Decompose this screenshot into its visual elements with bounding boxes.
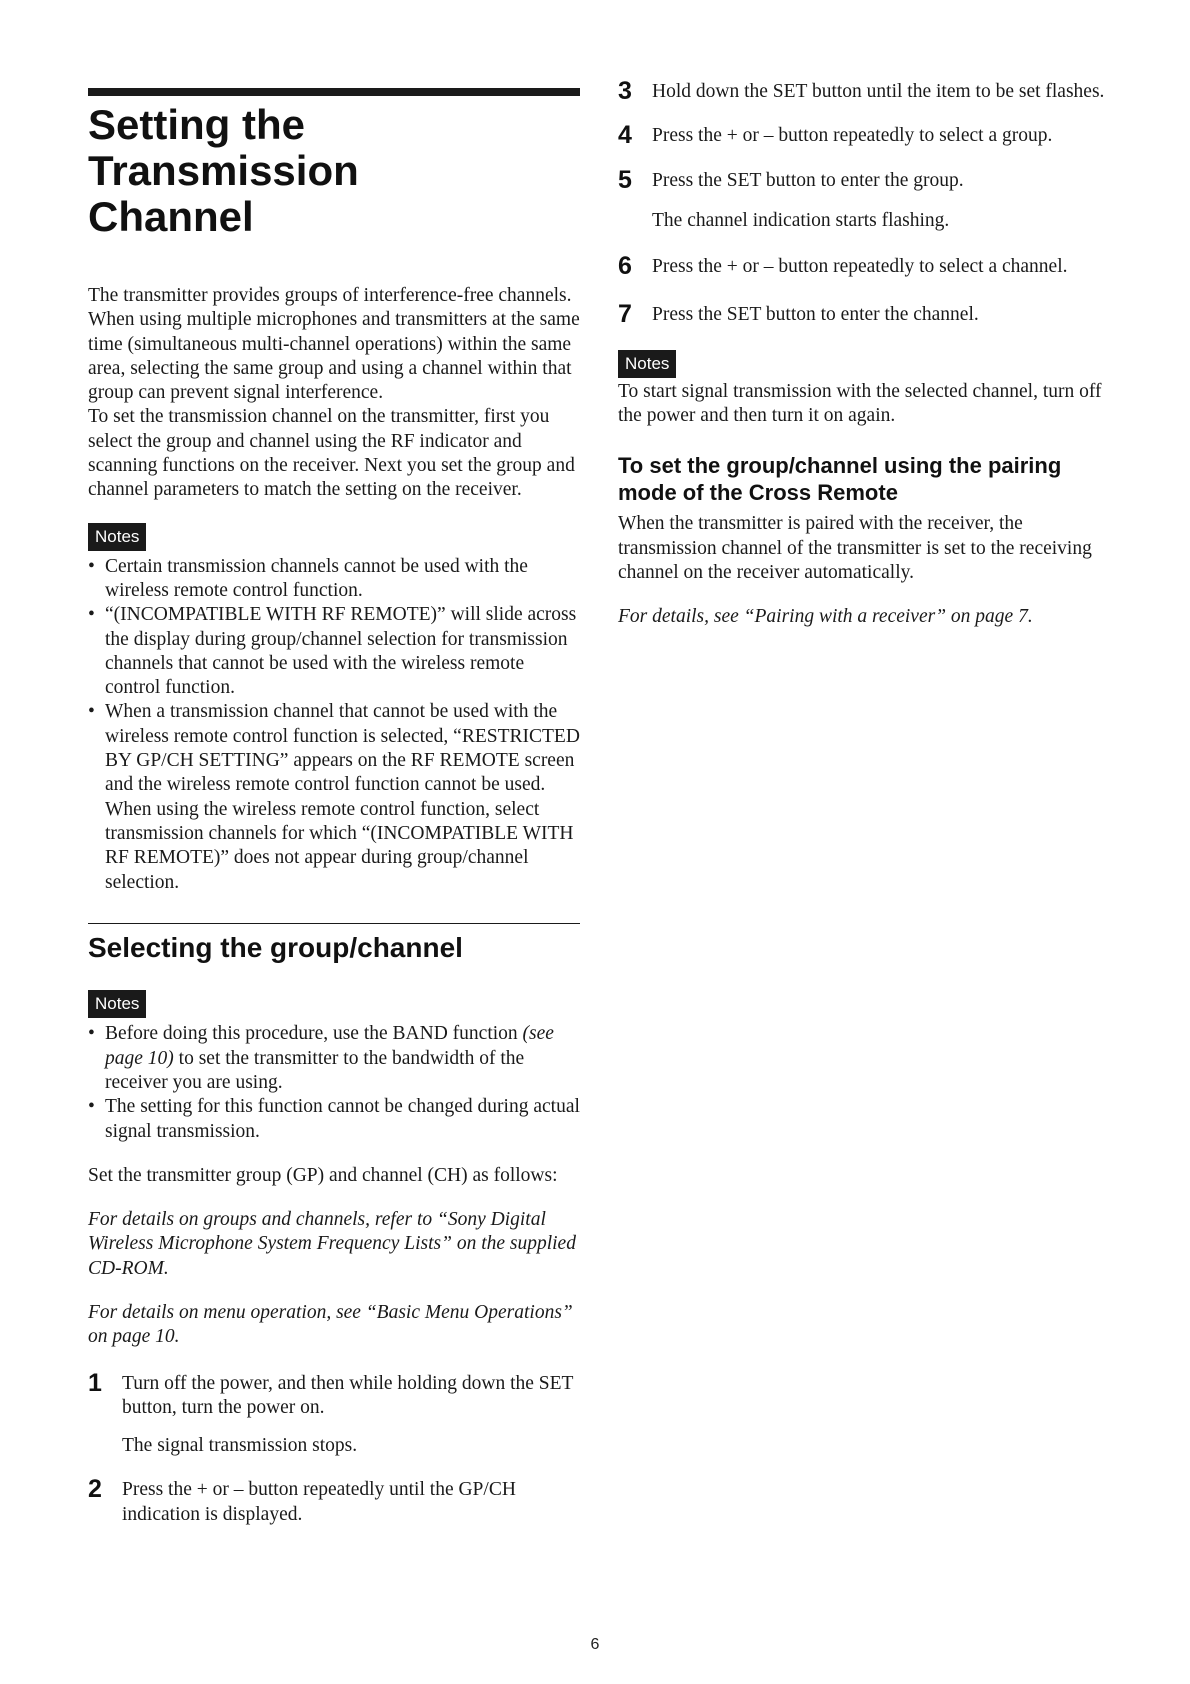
note-text: Before doing this procedure, use the BAND function [105,1023,523,1045]
reference-frequency-lists: For details on groups and channels, refer to “Sony Digital Wireless Microphone System Frequency Lists” on the supplied CD-ROM. [88,1209,576,1279]
notes-badge: Notes [618,350,676,378]
page-reference: (see page 10) [105,1023,554,1069]
step-5 [618,165,1108,194]
section-heading: Selecting the group/channel [88,932,463,964]
step-2 [88,1475,580,1527]
step-6 [618,252,1108,281]
section-rule [88,923,580,925]
step-number: 4 [618,121,632,150]
step-number: 1 [88,1368,102,1397]
page-title-line1: Setting the Transmission [88,101,359,194]
notes-block-1 [88,523,580,895]
note-item: • Certain transmission channels cannot be used with the wireless remote control function. [88,555,580,604]
page-title-line2: Channel [88,193,254,240]
title-rule [88,88,580,96]
step-subtext: The channel indication starts flashing. [652,209,950,231]
page-title [88,102,580,240]
step-number: 3 [618,77,632,105]
pairing-text: When the transmitter is paired with the receiver, the transmission channel of the transmitter is set to the receiving channel on the receiver automatically. [618,513,1092,583]
pairing-section [618,452,1108,629]
intro-paragraph-2: To set the transmission channel on the transmitter, first you select the group and channel using the RF indicator and scanning functions on the receiver. Next you set the group and channel parameters to match the setting on the receiver. [88,406,575,501]
notes-text: To start signal transmission with the selected channel, turn off the power and then turn it on again. [618,380,1102,427]
step-number: 6 [618,252,632,281]
step-text: Press the + or – button repeatedly until the GP/CH indication is displayed. [122,1479,516,1525]
note-item: • “(INCOMPATIBLE WITH RF REMOTE)” will slide across the display during group/channel selection for transmission channels that cannot be used with the wireless remote control function. [88,603,580,700]
step-subtext: The signal transmission stops. [122,1435,358,1457]
step-text: Hold down the SET button until the item to be set flashes. [652,81,1105,102]
page-number: 6 [590,1636,600,1653]
pairing-reference: For details, see “Pairing with a receiver” on page 7. [618,606,1033,628]
step-4 [618,121,1108,150]
left-column [88,88,580,1527]
step-3 [618,77,1108,105]
step-text: Turn off the power, and then while holding down the SET button, turn the power on. [122,1372,574,1418]
step-text: Press the SET button to enter the channel. [652,304,979,326]
steps-left [88,1368,580,1527]
notes-block-3 [618,350,1108,429]
note-item: • When a transmission channel that cannot be used with the wireless remote control function is selected, “RESTRICTED BY GP/CH SETTING” appears on the RF REMOTE screen and the wireless remote control function cannot be used. When using the wireless remote control function, select transmission channels for which “(INCOMPATIBLE WITH RF REMOTE)” does not appear during group/channel selection. [88,700,580,894]
step-number: 7 [618,300,632,329]
section-selecting [88,923,580,1527]
notes-list-1 [88,555,580,895]
step-7 [618,300,1108,329]
step-number: 5 [618,165,632,194]
notes-badge: Notes [88,523,146,551]
notes-block-2 [88,990,580,1143]
reference-menu-operations: For details on menu operation, see “Basic Menu Operations” on page 10. [88,1302,573,1348]
set-instructions: Set the transmitter group (GP) and channel (CH) as follows: [88,1164,558,1186]
step-text: Press the SET button to enter the group. [652,169,964,191]
pairing-heading: To set the group/channel using the pairing mode of the Cross Remote [618,453,1062,506]
notes-badge: Notes [88,990,146,1018]
step-1 [88,1368,580,1421]
notes-list-2 [88,1022,580,1143]
note-item [88,1022,580,1095]
step-text: Press the + or – button repeatedly to select a channel. [652,256,1068,278]
right-column [618,77,1108,630]
intro-text [88,284,580,503]
intro-paragraph-1: The transmitter provides groups of interference-free channels. When using multiple microphones and transmitters at the same time (simultaneous multi-channel operations) within the same area, selecting the same group and using a channel within that group can prevent signal interference. [88,285,580,404]
note-item: • The setting for this function cannot be changed during actual signal transmission. [88,1095,580,1144]
step-number: 2 [88,1475,102,1504]
step-text: Press the + or – button repeatedly to select a group. [652,125,1053,147]
note-text: to set the transmitter to the bandwidth of the receiver you are using. [105,1047,525,1093]
